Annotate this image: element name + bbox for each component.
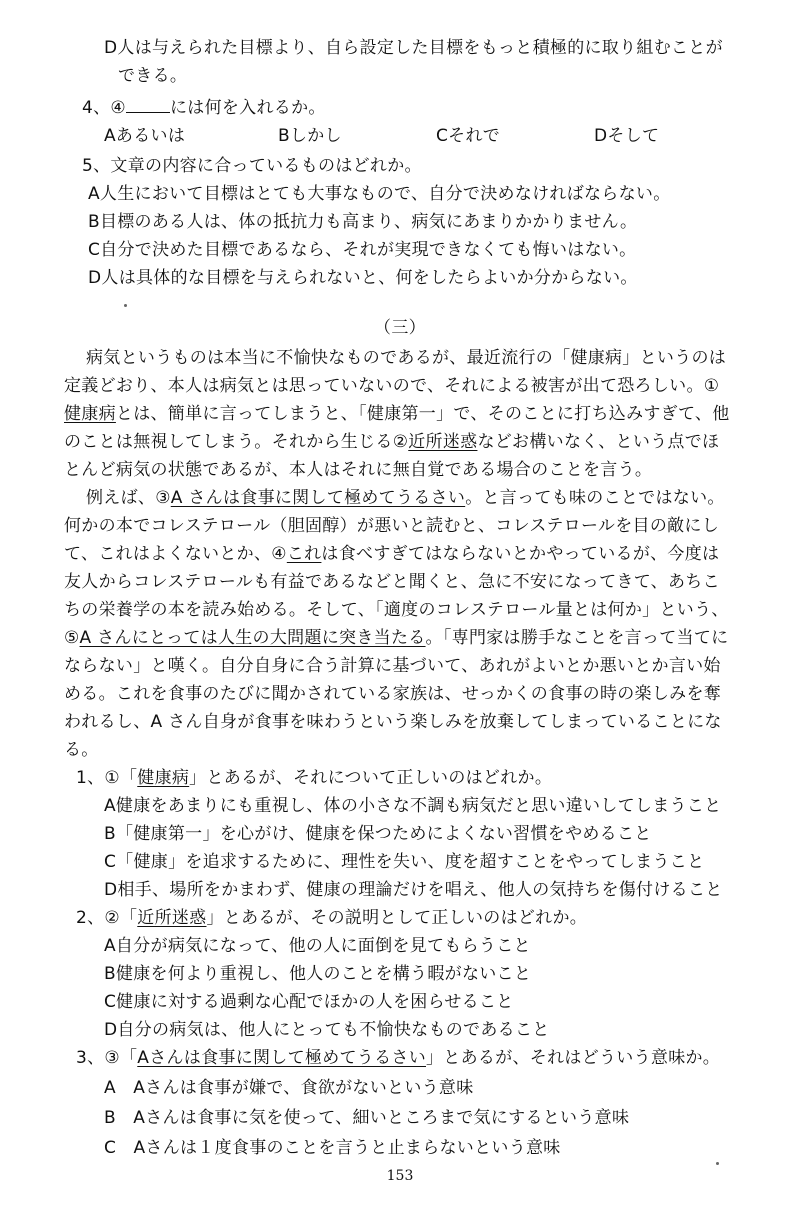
underlined-term: 近所迷惑 — [408, 432, 478, 452]
q5-option-d: D人は具体的な目標を与えられないと、何をしたらよいか分からない。 — [88, 268, 638, 288]
passage-text: などお構いなく、という点でほ — [477, 432, 720, 452]
s3-question-3 — [0, 1046, 800, 1070]
option-d-line1: D人は与えられた目標より、自ら設定した目標をもっと積極的に取り組むことが — [104, 38, 723, 58]
passage-line: ちの栄養学の本を読み始める。そして、「適度のコレステロール量とは何か」という、 — [64, 600, 729, 620]
q5-option-c: C自分で決めた目標であるなら、それが実現できなくても悔いはない。 — [88, 240, 637, 260]
question-prefix: 3、③「 — [76, 1048, 138, 1068]
s3q2-option-a: A自分が病気になって、他の人に面倒を見てもらうこと — [104, 936, 531, 956]
passage-line — [0, 430, 800, 454]
passage-text: のことは無視してしまう。それから生じる② — [64, 432, 409, 452]
s3q3-option-a: A Aさんは食事が嫌で、食欲がないという意味 — [104, 1078, 474, 1098]
passage-line: 友人からコレステロールも有益であるなどと聞くと、急に不安になってきて、あちこ — [64, 572, 720, 592]
option-b: Bしかし — [278, 126, 342, 146]
underlined-term: Aさんは食事に関して極めてうるさい — [137, 1048, 426, 1068]
passage-text: は食べすぎてはならないとかやっているが、今度は — [321, 544, 720, 564]
s3-question-1 — [0, 766, 800, 790]
question-number: 4、 — [82, 98, 111, 118]
passage-line — [0, 626, 800, 650]
q5-option-a: A人生において目標はとても大事なもので、自分で決めなければならない。 — [88, 184, 671, 204]
passage-line: とんど病気の状態であるが、本人はそれに無自覚である場合のことを言う。 — [64, 460, 653, 480]
passage-text: とは、簡単に言ってしまうと、「健康第一」で、そのことに打ち込みすぎて、他 — [115, 404, 730, 424]
passage-line: ならない」と嘆く。自分自身に合う計算に基づいて、あれがよいとか悪いとか言い始 — [64, 656, 721, 676]
underlined-term: これ — [286, 544, 322, 564]
answer-blank — [126, 96, 170, 113]
s3q1-option-d: D相手、場所をかまわず、健康の理論だけを唱え、他人の気持ちを傷付けること — [104, 880, 723, 900]
scan-speck — [716, 1162, 719, 1165]
scan-speck — [124, 304, 127, 307]
s3q2-option-d: D自分の病気は、他人にとっても不愉快なものであること — [104, 1020, 550, 1040]
passage-text: 。と言っても味のことではない。 — [465, 488, 725, 508]
question-marker: ④ — [110, 98, 126, 118]
passage-line: 何かの本でコレステロール（胆固醇）が悪いと読むと、コレステロールを目の敵にし — [64, 516, 720, 536]
s3q1-option-c: C「健康」を追求するために、理性を失い、度を超すことをやってしまうこと — [104, 852, 705, 872]
question-text: 」とあるが、それはどういう意味か。 — [426, 1048, 721, 1068]
s3q1-option-a: A健康をあまりにも重視し、体の小さな不調も病気だと思い違いしてしまうこと — [104, 796, 722, 816]
question-prefix: 2、②「 — [76, 908, 138, 928]
section-title: （三） — [374, 318, 426, 338]
passage-text: 例えば、③ — [86, 488, 171, 508]
option-a: Aあるいは — [104, 126, 186, 146]
underlined-term: 健康病 — [64, 404, 116, 424]
option-d-line2: できる。 — [118, 66, 188, 86]
passage-line: 定義どおり、本人は病気とは思っていないので、それによる被害が出て恐ろしい。① — [64, 376, 720, 396]
s3q2-option-c: C健康に対する過剰な心配でほかの人を困らせること — [104, 992, 514, 1012]
option-d: Dそして — [594, 126, 660, 146]
question-text: には何を入れるか。 — [169, 98, 326, 118]
passage-line: 病気というものは本当に不愉快なものであるが、最近流行の「健康病」というのは — [86, 348, 727, 368]
passage-line: われるし、A さん自身が食事を味わうという楽しみを放棄してしまっていることにな — [64, 712, 722, 732]
q5-option-b: B目標のある人は、体の抵抗力も高まり、病気にあまりかかりません。 — [88, 212, 638, 232]
passage-line — [0, 402, 800, 426]
passage-text: て、これはよくないとか、④ — [64, 544, 287, 564]
passage-text: ⑤ — [64, 628, 80, 648]
passage-line: める。これを食事のたびに聞かされている家族は、せっかくの食事の時の楽しみを奪 — [64, 684, 722, 704]
question-prefix: 1、①「 — [76, 768, 138, 788]
s3q2-option-b: B健康を何より重視し、他人のことを構う暇がないこと — [104, 964, 532, 984]
underlined-term: 健康病 — [137, 768, 190, 788]
s3-question-2 — [0, 906, 800, 930]
s3q3-option-b: B Aさんは食事に気を使って、細いところまで気にするという意味 — [104, 1108, 630, 1128]
passage-line — [0, 542, 800, 566]
question-text: 」とあるが、その説明として正しいのはどれか。 — [206, 908, 588, 928]
passage-line: る。 — [64, 740, 99, 760]
s3q1-option-b: B「健康第一」を心がけ、健康を保つためによくない習慣をやめること — [104, 824, 652, 844]
option-c: Cそれで — [436, 126, 501, 146]
question-4 — [0, 96, 800, 120]
question-text: 」とあるが、それについて正しいのはどれか。 — [189, 768, 553, 788]
question-5: 5、文章の内容に合っているものはどれか。 — [82, 156, 422, 176]
page-number: 153 — [386, 1168, 414, 1184]
underlined-term: A さんにとっては人生の大問題に突き当たる — [79, 628, 426, 648]
passage-line — [0, 486, 800, 510]
underlined-term: 近所迷惑 — [137, 908, 207, 928]
s3q3-option-c: C Aさんは１度食事のことを言うと止まらないという意味 — [104, 1138, 561, 1158]
question-4-options — [0, 124, 800, 148]
passage-text: 。「専門家は勝手なことを言って当てに — [425, 628, 729, 648]
underlined-term: A さんは食事に関して極めてうるさい — [170, 488, 466, 508]
